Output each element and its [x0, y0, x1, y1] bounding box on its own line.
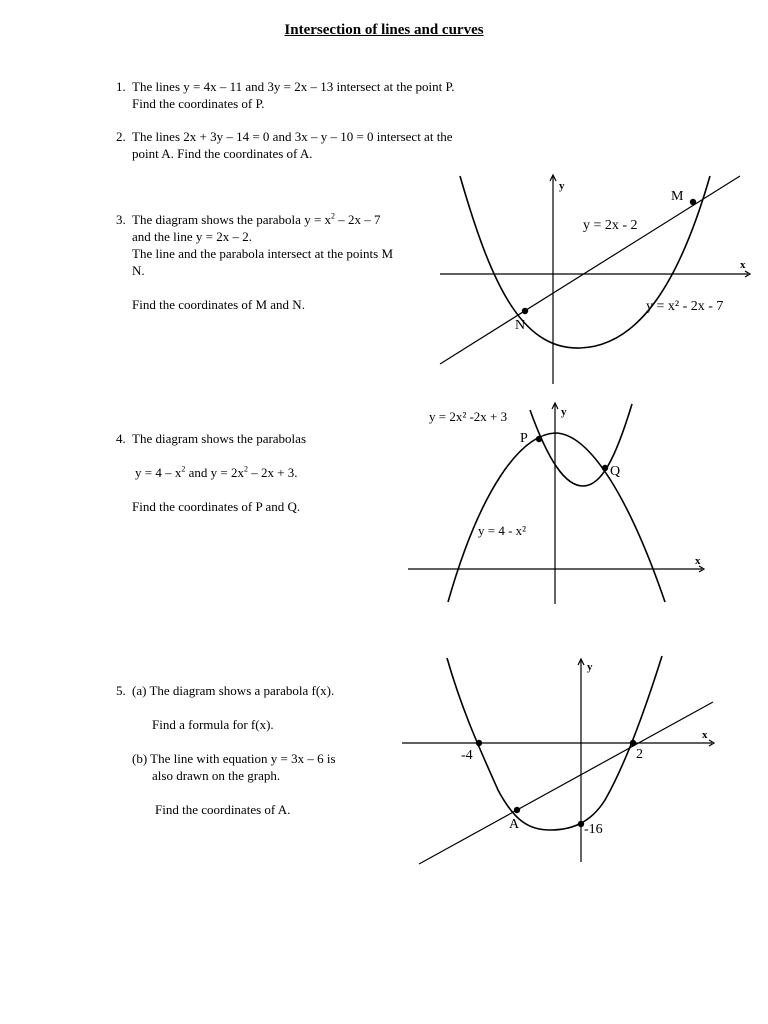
point-m [690, 199, 696, 205]
question-text: Find the coordinates of P. [132, 96, 265, 111]
y-axis-label: y [587, 661, 593, 673]
question-text: N. [132, 263, 145, 278]
point-p [536, 436, 542, 442]
question-text: Find the coordinates of P and Q. [132, 499, 301, 514]
parabola-equation-label: y = x² - 2x - 7 [646, 299, 724, 314]
question-text: and the line y = 2x – 2. [132, 229, 252, 244]
question-text: – 2x – 7 [335, 212, 381, 227]
diagram-q4 [408, 403, 704, 604]
y-axis-label: y [559, 180, 565, 192]
y-intercept-label: -16 [584, 822, 603, 837]
diagram-q3 [440, 175, 750, 384]
root-right-point [630, 740, 636, 746]
x-axis-label: x [695, 555, 701, 567]
x-axis-label: x [702, 729, 708, 741]
question-text: The diagram shows the parabolas [132, 431, 307, 446]
question-number: 1. [116, 79, 126, 94]
point-q [602, 465, 608, 471]
diagram-q5 [402, 656, 714, 864]
question-text: (a) The diagram shows a parabola f(x). [132, 683, 335, 698]
question-text: The line and the parabola intersect at the points M [132, 246, 393, 261]
question-text: Find a formula for f(x). [152, 717, 274, 732]
point-n [522, 308, 528, 314]
point-a-label: A [509, 817, 520, 832]
question-text: (b) The line with equation y = 3x – 6 is [132, 751, 336, 766]
question-text: point A. Find the coordinates of A. [132, 146, 313, 161]
root-left-label: -4 [461, 748, 473, 763]
question-number: 4. [116, 431, 126, 446]
question-text: – 2x + 3. [247, 465, 298, 480]
y-axis-label: y [561, 406, 567, 418]
question-text: also drawn on the graph. [152, 768, 281, 783]
point-n-label: N [515, 318, 526, 333]
point-q-label: Q [610, 464, 621, 479]
question-text: The lines 2x + 3y – 14 = 0 and 3x – y – 10 = 0 intersect at the [132, 129, 453, 144]
exponent: 2 [331, 211, 336, 221]
point-m-label: M [671, 189, 684, 204]
question-number: 2. [116, 129, 126, 144]
downward-parabola-label: y = 4 - x² [478, 523, 527, 538]
question-text: y = 4 – x [135, 465, 182, 480]
root-left-point [476, 740, 482, 746]
exponent: 2 [243, 464, 248, 474]
page-title: Intersection of lines and curves [284, 22, 484, 38]
question-number: 3. [116, 212, 126, 227]
line-equation-label: y = 2x - 2 [583, 218, 638, 233]
question-text: The diagram shows the parabola y = x [132, 212, 332, 227]
line-curve [419, 702, 713, 864]
downward-parabola [448, 433, 665, 602]
point-a [514, 807, 520, 813]
question-text: Find the coordinates of M and N. [132, 297, 305, 312]
exponent: 2 [181, 464, 186, 474]
question-text: Find the coordinates of A. [155, 802, 291, 817]
question-number: 5. [116, 683, 126, 698]
point-p-label: P [520, 431, 528, 446]
question-text: The lines y = 4x – 11 and 3y = 2x – 13 intersect at the point P. [132, 79, 455, 94]
x-axis-label: x [740, 259, 746, 271]
question-text: and y = 2x [185, 465, 244, 480]
upward-parabola-label: y = 2x² -2x + 3 [429, 409, 508, 424]
root-right-label: 2 [636, 747, 643, 762]
